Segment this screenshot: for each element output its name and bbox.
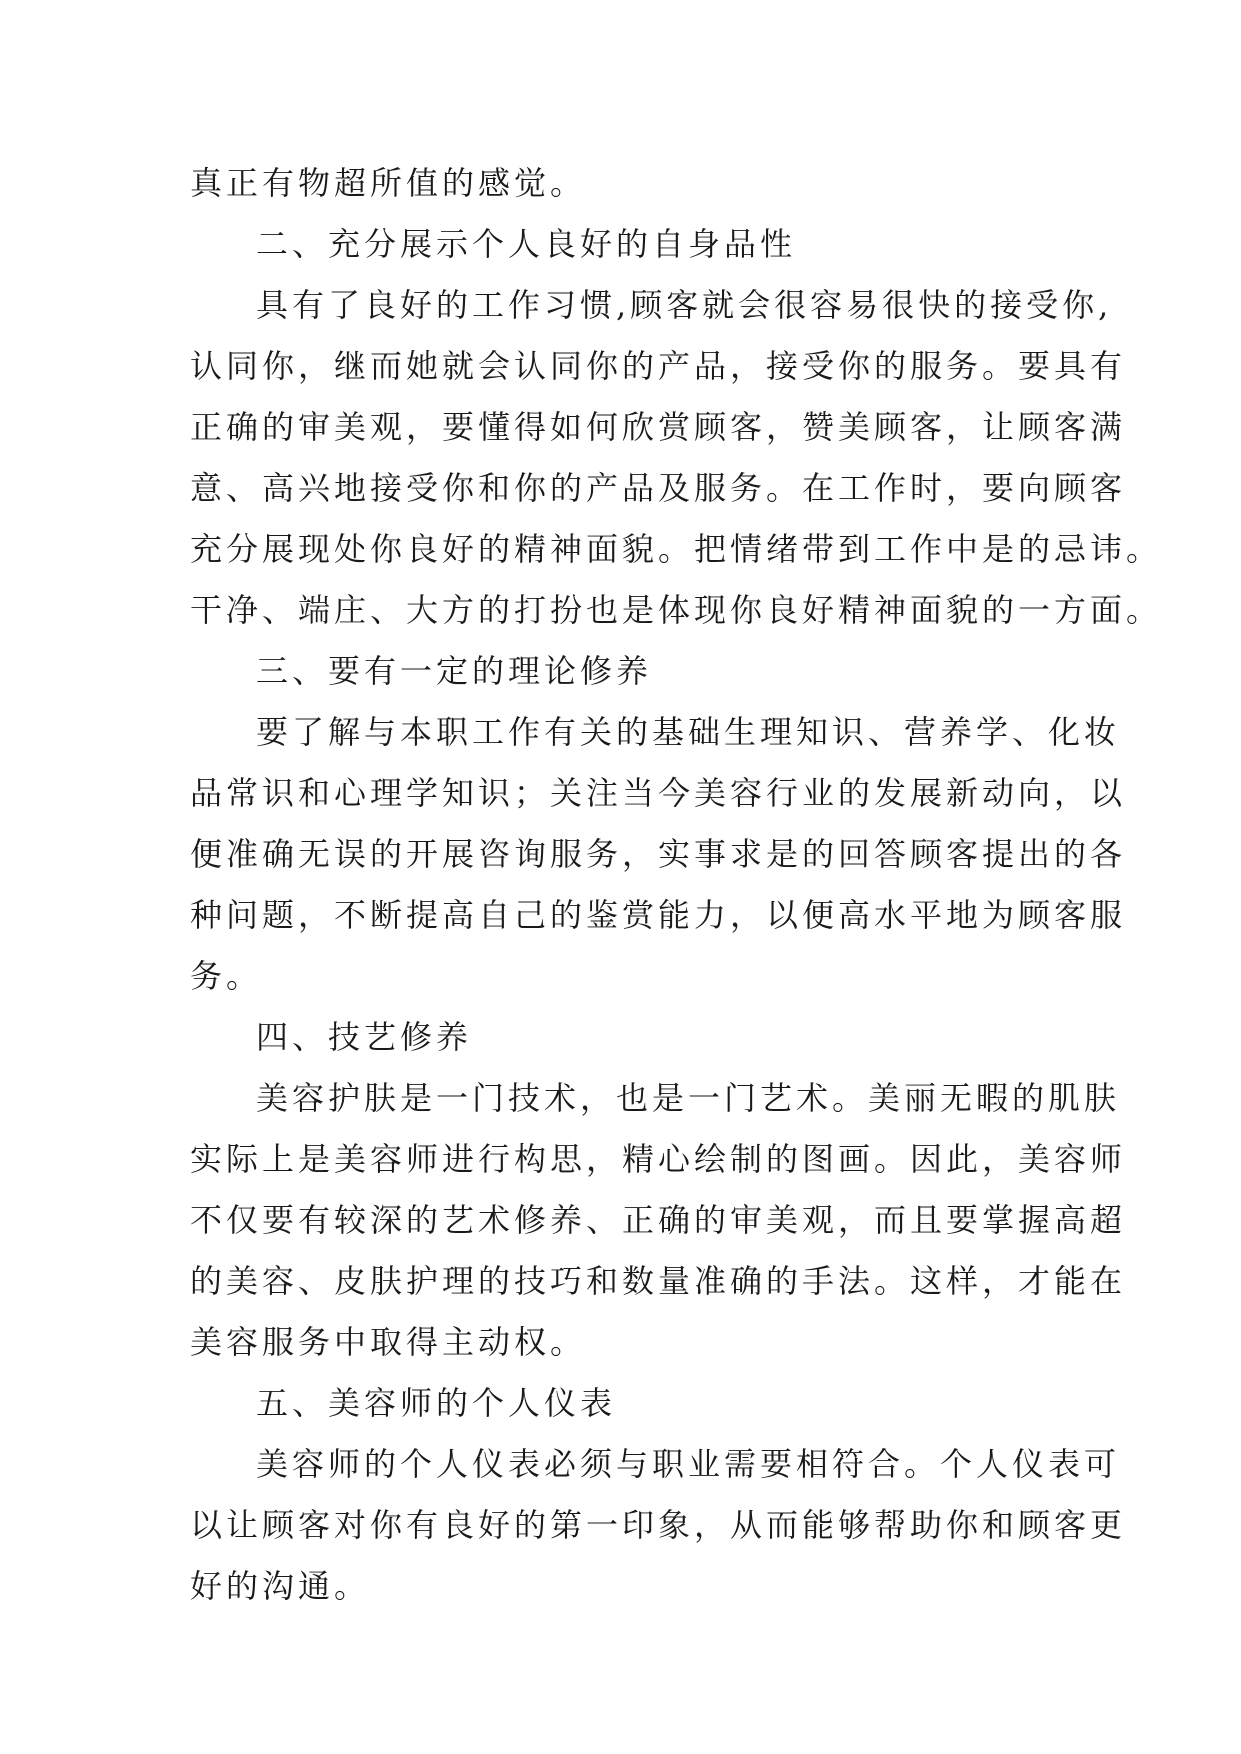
- text-line: 美容服务中取得主动权。: [190, 1323, 587, 1361]
- text-line: 干净、端庄、大方的打扮也是体现你良好精神面貌的一方面。: [190, 591, 1163, 629]
- text-line: 品常识和心理学知识；关注当今美容行业的发展新动向，以: [190, 774, 1127, 812]
- section-heading: 四、技艺修养: [256, 1018, 473, 1056]
- section-heading: 三、要有一定的理论修养: [256, 652, 653, 690]
- text-line: 便准确无误的开展咨询服务，实事求是的回答顾客提出的各: [190, 835, 1127, 873]
- text-line: 实际上是美容师进行构思，精心绘制的图画。因此，美容师: [190, 1140, 1127, 1178]
- section-heading: 五、美容师的个人仪表: [256, 1384, 617, 1422]
- text-line: 不仅要有较深的艺术修养、正确的审美观，而且要掌握高超: [190, 1201, 1127, 1239]
- text-line: 具有了良好的工作习惯,顾客就会很容易很快的接受你,: [256, 286, 1113, 324]
- text-line: 种问题，不断提高自己的鉴赏能力，以便高水平地为顾客服: [190, 896, 1127, 934]
- text-line: 意、高兴地接受你和你的产品及服务。在工作时，要向顾客: [190, 469, 1127, 507]
- text-line: 美容护肤是一门技术，也是一门艺术。美丽无暇的肌肤: [256, 1079, 1121, 1117]
- text-line: 以让顾客对你有良好的第一印象，从而能够帮助你和顾客更: [190, 1506, 1127, 1544]
- text-line: 正确的审美观，要懂得如何欣赏顾客，赞美顾客，让顾客满: [190, 408, 1127, 446]
- text-line: 的美容、皮肤护理的技巧和数量准确的手法。这样，才能在: [190, 1262, 1127, 1300]
- text-line: 要了解与本职工作有关的基础生理知识、营养学、化妆: [256, 713, 1121, 751]
- text-line: 真正有物超所值的感觉。: [190, 164, 587, 202]
- text-line: 好的沟通。: [190, 1567, 371, 1605]
- text-line: 务。: [190, 957, 263, 995]
- text-line: 美容师的个人仪表必须与职业需要相符合。个人仪表可: [256, 1445, 1121, 1483]
- text-line: 充分展现处你良好的精神面貌。把情绪带到工作中是的忌讳。: [190, 530, 1163, 568]
- text-line: 认同你，继而她就会认同你的产品，接受你的服务。要具有: [190, 347, 1127, 385]
- section-heading: 二、充分展示个人良好的自身品性: [256, 225, 797, 263]
